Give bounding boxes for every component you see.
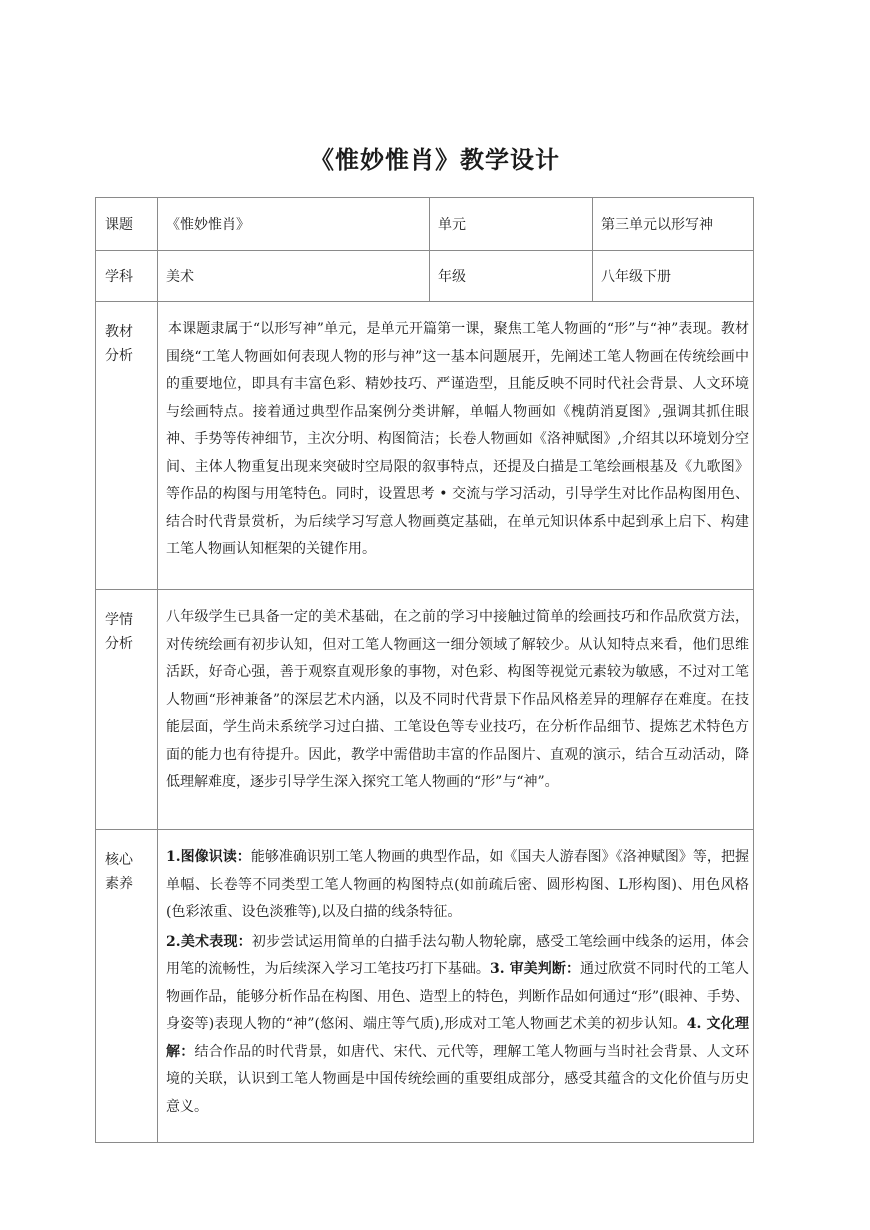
- item-4-text: 结合作品的时代背景，如唐代、宋代、元代等，理解工笔人物画与当时社会背景、人文环境的关联，认识到工笔人物画是中国传统绘画的重要组成部分，感受其蕴含的文化价值与历史意义。: [166, 1043, 750, 1115]
- student-analysis-row: [96, 590, 754, 830]
- core-literacy-items-2-4: [166, 929, 749, 1122]
- material-analysis-label: [96, 302, 158, 590]
- item-3-heading: 3. 审美判断：: [490, 961, 581, 977]
- item-4-heading: 4. 文化理解：: [166, 1016, 749, 1060]
- item-1-heading: 1.图像识读：: [166, 849, 251, 865]
- grade-label: 年级: [430, 251, 593, 302]
- material-analysis-label-line1: 教材: [105, 324, 133, 340]
- student-analysis-label: [96, 590, 158, 830]
- unit-value: 第三单元以形写神: [593, 198, 754, 251]
- subject-row: [96, 251, 754, 302]
- item-3-text: 通过欣赏不同时代的工笔人物画作品，能够分析作品在构图、用色、造型上的特色，判断作品如何通过“形”(眼神、手势、身姿等)表现人物的“神”(悠闲、端庄等气质),形成对工笔人物画艺术美的初步认知。: [166, 961, 749, 1032]
- material-analysis-text: 本课题隶属于“以形写神”单元，是单元开篇第一课，聚焦工笔人物画的“形”与“神”表现。教材围绕“工笔人物画如何表现人物的形与神”这一基本问题展开，先阐述工笔人物画在传统绘画中的重要地位，即具有丰富色彩、精妙技巧、严谨造型，且能反映不同时代社会背景、人文环境与绘画特点。接着通过典型作品案例分类讲解，单幅人物画如《槐荫消夏图》,强调其抓住眼神、手势等传神细节，主次分明、构图简洁；长卷人物画如《洛神赋图》,介绍其以环境划分空间、主体人物重复出现来突破时空局限的叙事特点，还提及白描是工笔绘画根基及《九歌图》等作品的构图与用笔特色。同时，设置思考 • 交流与学习活动，引导学生对比作品构图用色、结合时代背景赏析，为后续学习写意人物画奠定基础，在单元知识体系中起到承上启下、构建工笔人物画认知框架的关键作用。: [166, 321, 749, 557]
- page-title: 《惟妙惟肖》教学设计: [310, 146, 560, 174]
- core-literacy-label-line1: 核心: [105, 852, 133, 868]
- topic-label: 课题: [96, 198, 158, 251]
- student-analysis-label-line1: 学情: [105, 612, 133, 628]
- core-literacy-label: [96, 830, 158, 1143]
- core-literacy-label-line2: 素养: [105, 876, 133, 892]
- material-analysis-label-line2: 分析: [105, 348, 133, 364]
- core-literacy-content: [158, 830, 754, 1143]
- topic-value: 《惟妙惟肖》: [158, 198, 430, 251]
- core-literacy-row: [96, 830, 754, 1143]
- material-analysis-content: [158, 302, 754, 590]
- topic-row: [96, 198, 754, 251]
- item-2-heading: 2.美术表现：: [166, 933, 252, 950]
- student-analysis-text: 八年级学生已具备一定的美术基础，在之前的学习中接触过简单的绘画技巧和作品欣赏方法，对传统绘画有初步认知，但对工笔人物画这一细分领域了解较少。从认知特点来看，他们思维活跃，好奇心强，善于观察直观形象的事物，对色彩、构图等视觉元素较为敏感，不过对工笔人物画“形神兼备”的深层艺术内涵，以及不同时代背景下作品风格差异的理解存在难度。在技能层面，学生尚未系统学习过白描、工笔设色等专业技巧，在分析作品细节、提炼艺术特色方面的能力也有待提升。因此，教学中需借助丰富的作品图片、直观的演示，结合互动活动，降低理解难度，逐步引导学生深入探究工笔人物画的“形”与“神”。: [166, 609, 749, 790]
- grade-value: 八年级下册: [593, 251, 754, 302]
- student-analysis-content: [158, 590, 754, 830]
- material-analysis-row: [96, 302, 754, 590]
- lesson-design-table: [95, 197, 754, 1143]
- student-analysis-label-line2: 分析: [105, 636, 133, 652]
- core-literacy-item-1: [166, 844, 749, 927]
- subject-value: 美术: [158, 251, 430, 302]
- item-2-text: 初步尝试运用简单的白描手法勾勒人物轮廓，感受工笔绘画中线条的运用，体会用笔的流畅性，为后续深入学习工笔技巧打下基础。: [166, 933, 749, 977]
- unit-label: 单元: [430, 198, 593, 251]
- subject-label: 学科: [96, 251, 158, 302]
- item-1-text: 能够准确识别工笔人物画的典型作品，如《国夫人游春图》《洛神赋图》等，把握单幅、长卷等不同类型工笔人物画的构图特点(如前疏后密、圆形构图、L形构图)、用色风格(色彩浓重、设色淡雅等),以及白描的线条特征。: [166, 849, 749, 920]
